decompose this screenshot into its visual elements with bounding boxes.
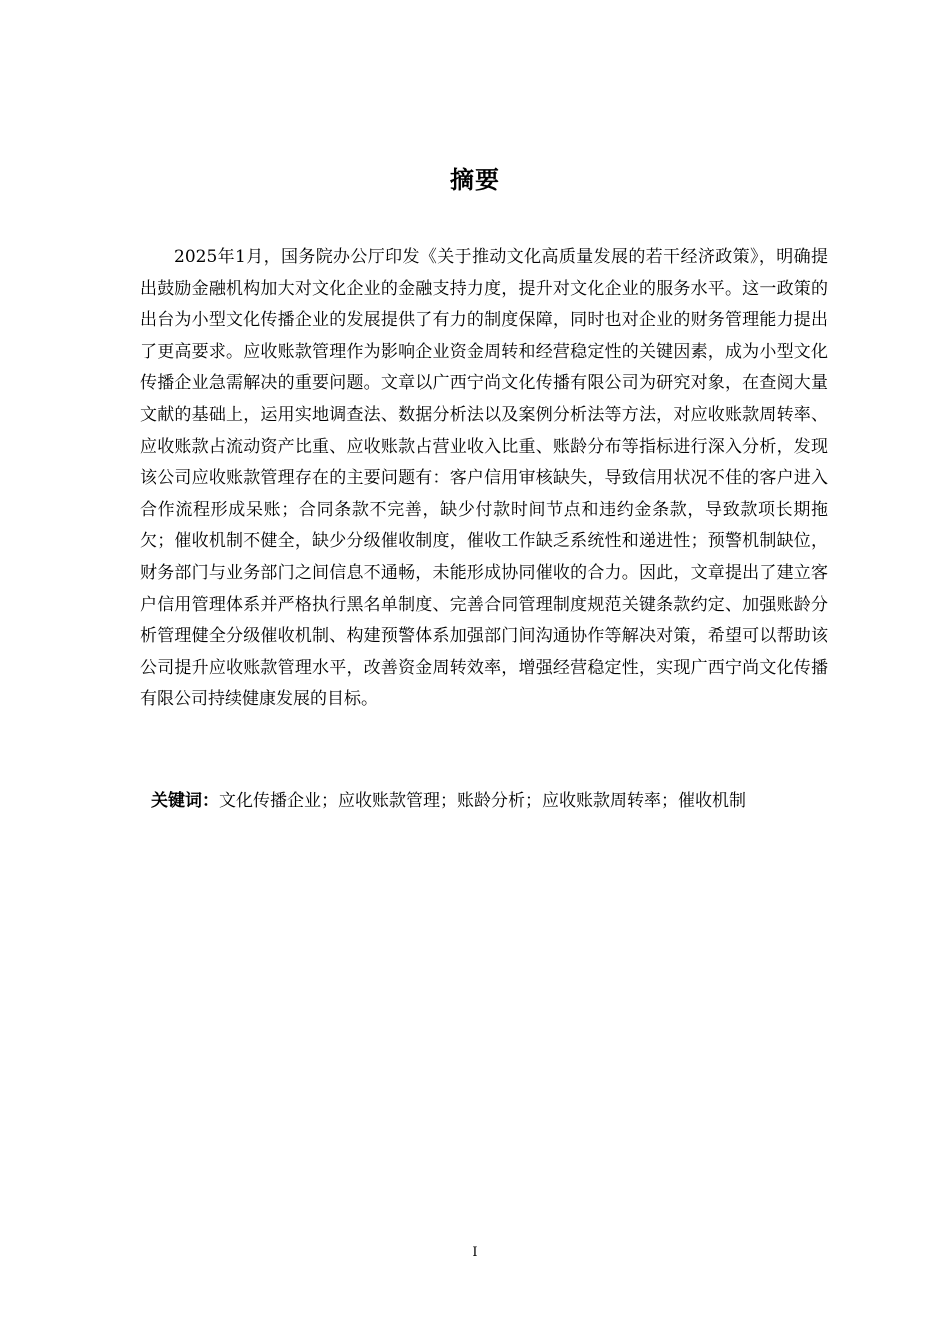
keywords-line <box>140 786 840 817</box>
keywords-text: 文化传播企业；应收账款管理；账龄分析；应收账款周转率；催收机制 <box>219 791 746 811</box>
page-number: I <box>472 1245 478 1260</box>
abstract-title: 摘要 <box>450 166 500 194</box>
abstract-body: 2025年1月，国务院办公厅印发《关于推动文化高质量发展的若干经济政策》，明确提出鼓励金融机构加大对文化企业的金融支持力度，提升对文化企业的服务水平。这一政策的出台为小型文化传播企业的发展提供了有力的制度保障，同时也对企业的财务管理能力提出了更高要求。应收账款管理作为影响企业资金周转和经营稳定性的关键因素，成为小型文化传播企业急需解决的重要问题。文章以广西宁尚文化传播有限公司为研究对象，在查阅大量文献的基础上，运用实地调查法、数据分析法以及案例分析法等方法，对应收账款周转率、应收账款占流动资产比重、应收账款占营业收入比重、账龄分布等指标进行深入分析，发现该公司应收账款管理存在的主要问题有：客户信用审核缺失，导致信用状况不佳的客户进入合作流程形成呆账；合同条款不完善，缺少付款时间节点和违约金条款，导致款项长期拖欠；催收机制不健全，缺少分级催收制度，催收工作缺乏系统性和递进性；预警机制缺位，财务部门与业务部门之间信息不通畅，未能形成协同催收的合力。因此，文章提出了建立客户信用管理体系并严格执行黑名单制度、完善合同管理制度规范关键条款约定、加强账龄分析管理健全分级催收机制、构建预警体系加强部门间沟通协作等解决对策，希望可以帮助该公司提升应收账款管理水平，改善资金周转效率，增强经营稳定性，实现广西宁尚文化传播有限公司持续健康发展的目标。 <box>140 247 828 710</box>
keywords-label: 关键词： <box>151 791 219 811</box>
